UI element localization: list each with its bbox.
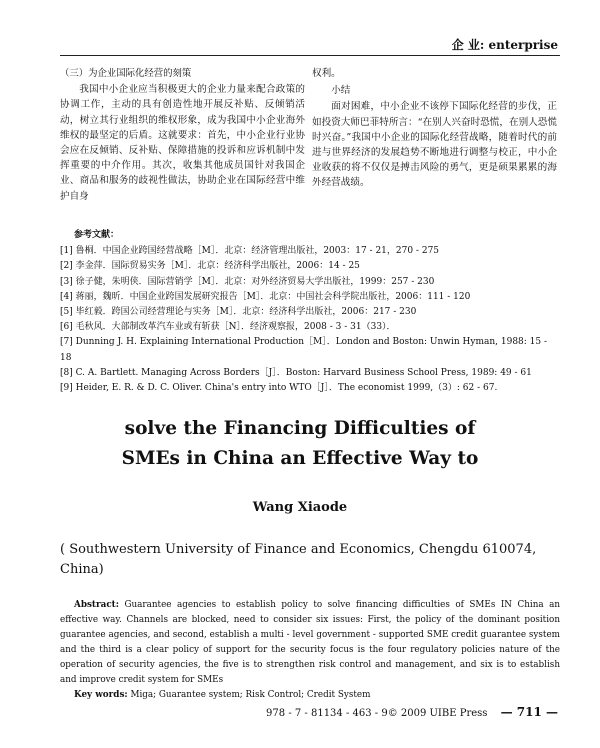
reference-item: [1] 鲁桐．中国企业跨国经营战略［M］．北京：经济管理出版社，2003：17 - 21，270 - 275 (60, 246, 440, 257)
conclusion-heading: 小结 (331, 85, 351, 97)
right-column (312, 66, 557, 191)
reference-item: [9] Heider, E. R. & D. C. Oliver. China's entry into WTO［J］．The economist 1999,（3）: 62 - 67. (60, 383, 498, 394)
left-column (60, 66, 305, 204)
page-footer (266, 705, 558, 719)
keywords-text: Miga; Guarantee system; Risk Control; Credit System (130, 690, 371, 700)
abstract-text: Guarantee agencies to establish policy to solve financing difficulties of SMEs IN China an effective way. Channels are blocked, need to consider six issues: First, the policy of the dominant position guarantee agencies, and second, establish a multi - level government - supported SME credit guarantee system and the third is a clear policy of support for the security focus is the four regulatory policies nature of the operation of security agencies, the five is to strengthen risk control and management, and six is to establish and improve credit system for SMEs (60, 600, 560, 685)
author-affiliation: ( Southwestern University of Finance and Economics, Chengdu 610074, China) (60, 542, 537, 577)
keywords-label: Key words: (74, 690, 128, 700)
abstract-section (60, 598, 560, 703)
reference-item: [7] Dunning J. H. Explaining International Production［M］．London and Boston: Unwin Hyman, 1988: 15 - 18 (60, 337, 548, 363)
running-header: 企 业: enterprise (451, 38, 558, 52)
header-rule (60, 55, 560, 56)
keywords-line (60, 688, 560, 703)
reference-item: [4] 蒋丽，魏昕．中国企业跨国发展研究报告［M］．北京：中国社会科学院出版社，2006：111 - 120 (60, 291, 471, 302)
reference-item: [3] 徐子健，朱明侠．国际营销学［M］．北京：对外经济贸易大学出版社，1999：257 - 230 (60, 276, 435, 287)
english-title-line2: SMEs in China an Effective Way to (121, 448, 479, 469)
left-paragraph: 我国中小企业应当积极更大的企业力量来配合政策的协调工作，主动的具有创造性地开展反补贴、反倾销活动，树立其行业组织的维权形象，成为我国中小企业海外维权的最坚定的后盾。这就要求：首先，中小企业行业协会应在反倾销、反补贴、保障措施的投诉和应诉机制中发挥重要的中介作用。其次，收集其他成员国针对我国企业、商品和服务的歧视性做法，协助企业在国际经营中维护自身 (60, 84, 305, 202)
right-paragraph: 面对困难，中小企业不该停下国际化经营的步伐，正如投资大师巴菲特所言：“在别人兴奋时恐慌，在别人恐慌时兴奋。”我国中小企业的国际化经营战略，随着时代的前进与世界经济的发展趋势不断地进行调整与校正，中小企业收获的将不仅仅是搏击风险的勇气，更是硕果累累的海外经营战绩。 (312, 101, 557, 189)
page-number: — 711 — (500, 705, 558, 719)
author-name: Wang Xiaode (252, 500, 348, 515)
footer-isbn: 978 - 7 - 81134 - 463 - 9© 2009 UIBE Press (266, 708, 488, 719)
section-heading: （三）为企业国际化经营的刻策 (60, 68, 192, 79)
references-section (60, 228, 560, 396)
abstract-paragraph (60, 598, 560, 688)
reference-item: [5] 毕红毅．跨国公司经营理论与实务［M］．北京：经济科学出版社，2006：217 - 230 (60, 307, 417, 318)
abstract-label: Abstract: (74, 600, 119, 610)
english-title (0, 414, 600, 474)
reference-item: [2] 李金萍．国际贸易实务［M］．北京：经济科学出版社，2006：14 - 25 (60, 261, 360, 272)
references-title: 参考文献： (74, 230, 120, 240)
reference-item: [6] 毛秋风．大部制改革汽车业或有斩获［N］．经济观察报，2008 - 3 - 31（33）． (60, 322, 396, 333)
reference-item: [8] C. A. Bartlett. Managing Across Borders［J］．Boston: Harvard Business School Press, 1989: 49 - 61 (60, 367, 532, 378)
english-title-line1: solve the Financing Difficulties of (124, 418, 476, 439)
right-continuation: 权利。 (312, 68, 341, 79)
